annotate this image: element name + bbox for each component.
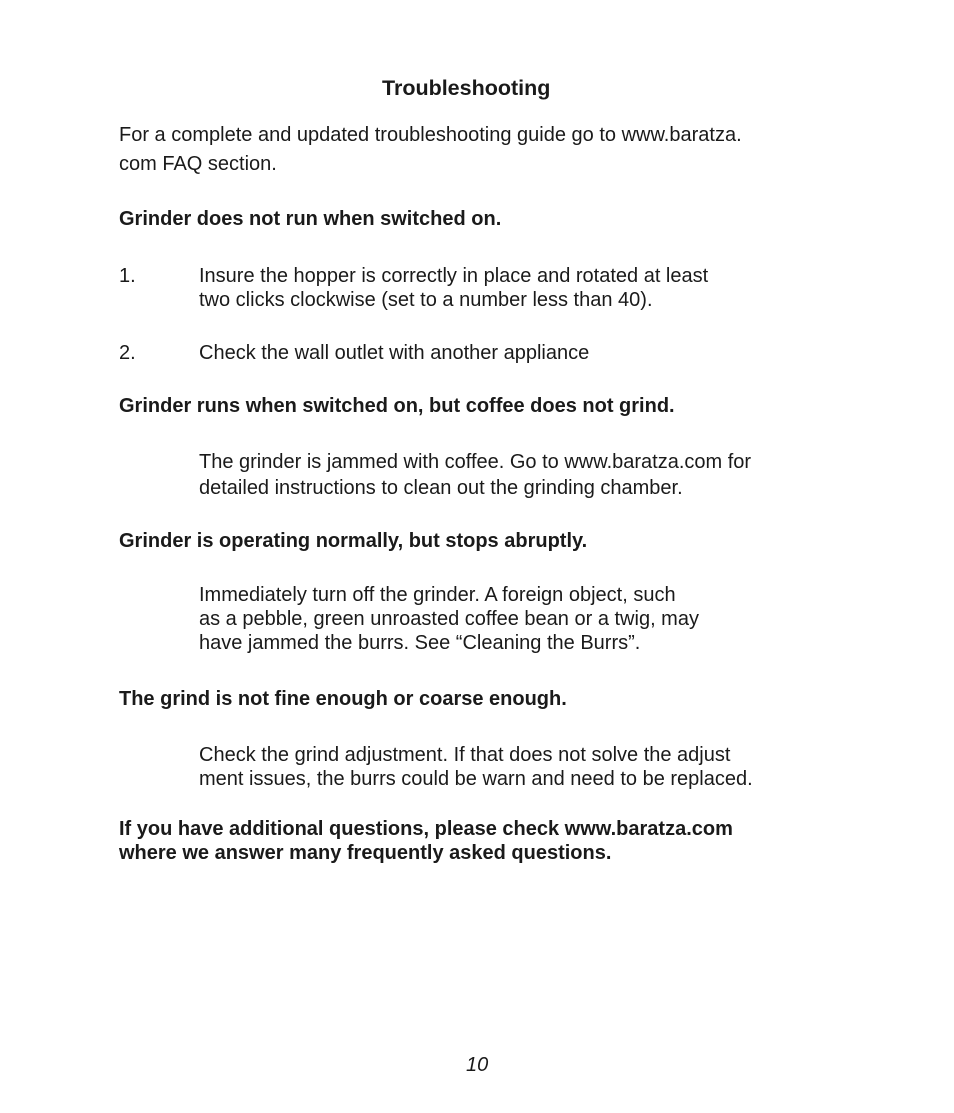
section-heading-grind-fineness: The grind is not fine enough or coarse enough. [119,688,567,710]
closing-line-1: If you have additional questions, please check www.baratza.com [119,818,733,840]
section-2-body-line-1: The grinder is jammed with coffee. Go to www.baratza.com for [199,451,752,473]
section-3-body-line-1: Immediately turn off the grinder. A foreign object, such [199,584,676,606]
section-heading-no-grind: Grinder runs when switched on, but coffee does not grind. [119,395,675,417]
list-number-2: 2. [119,342,136,364]
intro-line-1: For a complete and updated troubleshooting guide go to www.baratza. [119,124,742,146]
list-item-1-line-2: two clicks clockwise (set to a number less than 40). [199,289,653,311]
section-4-body-line-2: ment issues, the burrs could be warn and need to be replaced. [199,768,753,790]
section-2-body-line-2: detailed instructions to clean out the grinding chamber. [199,477,683,499]
list-number-1: 1. [119,265,136,287]
intro-line-2: com FAQ section. [119,153,277,175]
list-item-2-line-1: Check the wall outlet with another appliance [199,342,590,364]
section-3-body-line-3: have jammed the burrs. See “Cleaning the Burrs”. [199,632,641,654]
section-heading-stops-abruptly: Grinder is operating normally, but stops abruptly. [119,530,588,552]
section-4-body-line-1: Check the grind adjustment. If that does not solve the adjust [199,744,731,766]
page-number: 10 [466,1054,489,1076]
section-3-body-line-2: as a pebble, green unroasted coffee bean or a twig, may [199,608,699,630]
page-title: Troubleshooting [382,76,551,100]
list-item-1-line-1: Insure the hopper is correctly in place and rotated at least [199,265,709,287]
closing-line-2: where we answer many frequently asked questions. [119,842,612,864]
section-heading-no-run: Grinder does not run when switched on. [119,208,502,230]
